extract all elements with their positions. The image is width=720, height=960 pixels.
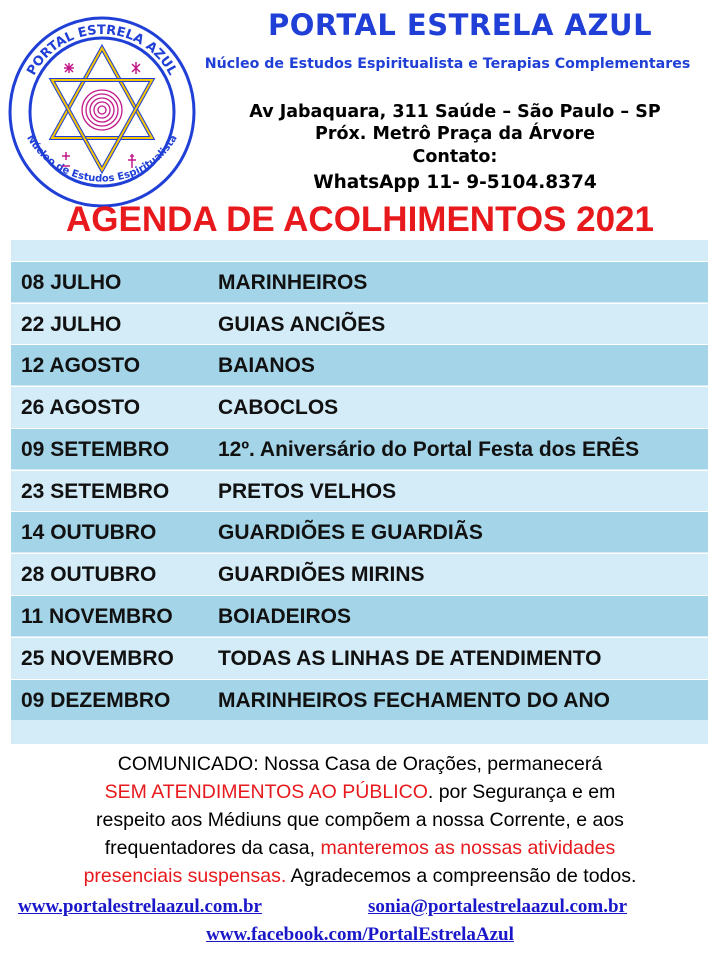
notice-text: frequentadores da casa, bbox=[104, 837, 321, 859]
schedule-event: PRETOS VELHOS bbox=[218, 480, 397, 503]
notice-text: . por Segurança e em bbox=[427, 781, 616, 803]
logo-ring-text-top: PORTAL ESTRELA AZUL bbox=[24, 22, 180, 79]
schedule-event: BOIADEIROS bbox=[218, 605, 352, 628]
schedule-date: 11 NOVEMBRO bbox=[21, 605, 173, 628]
notice-line: COMUNICADO: Nossa Casa de Orações, permanecerá bbox=[117, 753, 603, 775]
table-row bbox=[11, 679, 708, 720]
schedule-event: GUARDIÕES E GUARDIÃS bbox=[218, 521, 483, 544]
notice-highlight: manteremos as nossas atividades bbox=[320, 837, 616, 859]
agenda-title: AGENDA DE ACOLHIMENTOS 2021 bbox=[66, 200, 654, 239]
table-row bbox=[11, 553, 708, 594]
address-line-1: Av Jabaquara, 311 Saúde – São Paulo – SP bbox=[249, 102, 661, 122]
logo-ring-text-bottom: Núcleo de Estudos Espiritualista bbox=[24, 133, 180, 185]
schedule-date: 08 JULHO bbox=[21, 271, 122, 294]
schedule-date: 26 AGOSTO bbox=[21, 396, 141, 419]
table-row bbox=[11, 470, 708, 511]
address-line-2: Próx. Metrô Praça da Árvore bbox=[315, 124, 595, 144]
table-row bbox=[11, 386, 708, 427]
facebook-link[interactable]: www.facebook.com/PortalEstrelaAzul bbox=[206, 924, 514, 945]
table-row bbox=[11, 637, 708, 678]
notice-line bbox=[0, 778, 720, 806]
schedule-date: 25 NOVEMBRO bbox=[21, 647, 174, 670]
table-row bbox=[11, 261, 708, 302]
schedule-date: 12 AGOSTO bbox=[21, 354, 141, 377]
contact-label: Contato: bbox=[412, 147, 498, 167]
table-row bbox=[11, 595, 708, 636]
table-row bbox=[11, 511, 708, 552]
whatsapp-contact: WhatsApp 11- 9-5104.8374 bbox=[313, 172, 597, 193]
notice-block bbox=[0, 750, 720, 890]
schedule-date: 14 OUTUBRO bbox=[21, 521, 157, 544]
schedule-date: 23 SETEMBRO bbox=[21, 480, 170, 503]
header-title: PORTAL ESTRELA AZUL bbox=[267, 8, 653, 42]
schedule-date: 09 DEZEMBRO bbox=[21, 689, 171, 712]
schedule-event: MARINHEIROS bbox=[218, 271, 368, 294]
schedule-event: CABOCLOS bbox=[218, 396, 339, 419]
schedule-event: 12º. Aniversário do Portal Festa dos ERÊS bbox=[218, 438, 640, 461]
header-subtitle: Núcleo de Estudos Espiritualista e Terapias Complementares bbox=[204, 56, 691, 72]
schedule-event: GUIAS ANCIÕES bbox=[218, 313, 386, 336]
portal-estrela-azul-logo bbox=[4, 10, 200, 210]
email-link[interactable]: sonia@portalestrelaazul.com.br bbox=[368, 896, 628, 917]
notice-line bbox=[0, 862, 720, 890]
schedule-date: 09 SETEMBRO bbox=[21, 438, 170, 461]
schedule-event: GUARDIÕES MIRINS bbox=[218, 563, 425, 586]
table-row bbox=[11, 428, 708, 469]
schedule-table bbox=[11, 240, 708, 744]
schedule-event: TODAS AS LINHAS DE ATENDIMENTO bbox=[218, 647, 602, 670]
notice-highlight: presenciais suspensas. bbox=[83, 865, 287, 887]
table-row bbox=[11, 344, 708, 385]
notice-line bbox=[0, 834, 720, 862]
notice-line: respeito aos Médiuns que compõem a nossa Corrente, e aos bbox=[96, 809, 624, 831]
schedule-event: BAIANOS bbox=[218, 354, 315, 377]
website-link[interactable]: www.portalestrelaazul.com.br bbox=[18, 896, 262, 917]
schedule-date: 22 JULHO bbox=[21, 313, 122, 336]
schedule-event: MARINHEIROS FECHAMENTO DO ANO bbox=[218, 689, 611, 712]
facebook-links bbox=[0, 924, 720, 946]
notice-highlight: SEM ATENDIMENTOS AO PÚBLICO bbox=[104, 781, 428, 803]
schedule-date: 28 OUTUBRO bbox=[21, 563, 157, 586]
table-row bbox=[11, 303, 708, 344]
notice-text: Agradecemos a compreensão de todos. bbox=[286, 865, 637, 887]
